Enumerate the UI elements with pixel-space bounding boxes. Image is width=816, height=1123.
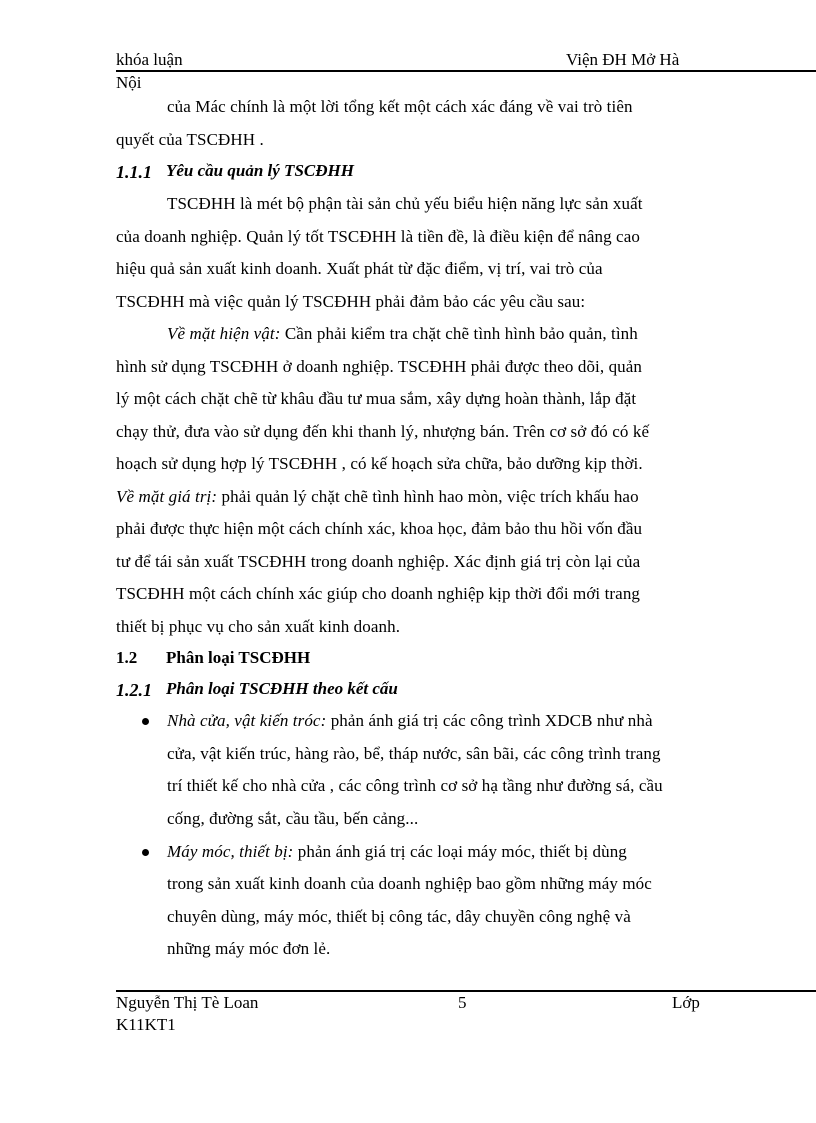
section-title: Phân loại TSCĐHH (166, 648, 311, 667)
bullet-line: trong sản xuất kinh doanh của doanh nghiệp bao gồm những máy móc (167, 874, 652, 893)
bullet-line (167, 711, 653, 731)
footer-right: Lớp (672, 993, 700, 1012)
section-number: 1.2.1 (116, 680, 152, 700)
bullet-line: những máy móc đơn lẻ. (167, 939, 331, 958)
body-line: lý một cách chặt chẽ từ khâu đầu tư mua sắm, xây dựng hoàn thành, lắp đặt (116, 389, 637, 408)
body-line: của doanh nghiệp. Quản lý tốt TSCĐHH là tiền đề, là điều kiện để nâng cao (116, 227, 640, 246)
body-line: của Mác chính là một lời tổng kết một cách xác đáng về vai trò tiên (167, 97, 633, 116)
body-line: chạy thử, đưa vào sử dụng đến khi thanh lý, nhượng bán. Trên cơ sở đó có kế (116, 422, 650, 441)
section-title: Yêu cầu quản lý TSCĐHH (166, 161, 354, 180)
paragraph-lead: Về mặt hiện vật: (167, 324, 281, 343)
footer-class: K11KT1 (116, 1015, 176, 1034)
header-rule (116, 70, 816, 72)
body-line: hình sử dụng TSCĐHH ở doanh nghiệp. TSCĐHH phải được theo dõi, quản (116, 357, 643, 376)
body-line (167, 324, 638, 344)
body-line: hoạch sử dụng hợp lý TSCĐHH , có kế hoạch sửa chữa, bảo dưỡng kịp thời. (116, 454, 643, 473)
body-line (116, 487, 639, 507)
bullet-text: phản ánh giá trị các loại máy móc, thiết bị dùng (293, 842, 627, 861)
bullet-line: cống, đường sắt, cầu tầu, bến cảng... (167, 809, 419, 828)
body-line: TSCĐHH một cách chính xác giúp cho doanh nghiệp kịp thời đổi mới trang (116, 584, 641, 603)
page-number: 5 (458, 993, 467, 1012)
bullet-line: trí thiết kế cho nhà cửa , các công trình cơ sở hạ tầng như đường sá, cầu (167, 776, 663, 795)
body-line: thiết bị phục vụ cho sản xuất kinh doanh. (116, 617, 401, 636)
paragraph-text: phải quản lý chặt chẽ tình hình hao mòn, việc trích khấu hao (217, 487, 639, 506)
section-title: Phân loại TSCĐHH theo kết cấu (166, 679, 398, 698)
footer-author: Nguyễn Thị Tè Loan (116, 993, 259, 1012)
section-number: 1.1.1 (116, 162, 152, 182)
bullet-line (167, 842, 627, 862)
section-number: 1.2 (116, 648, 138, 667)
header-left: khóa luận (116, 50, 183, 69)
footer-rule (116, 990, 816, 992)
body-line: TSCĐHH mà việc quản lý TSCĐHH phải đảm bảo các yêu cầu sau: (116, 292, 586, 311)
body-line: phải được thực hiện một cách chính xác, khoa học, đảm bảo thu hồi vốn đầu (116, 519, 643, 538)
bullet-icon (142, 718, 149, 725)
header-continued: Nội (116, 73, 142, 92)
bullet-line: chuyên dùng, máy móc, thiết bị công tác, dây chuyền công nghệ và (167, 907, 631, 926)
bullet-text: phản ánh giá trị các công trình XDCB như nhà (326, 711, 653, 730)
body-line: quyết của TSCĐHH . (116, 130, 264, 149)
body-line: hiệu quả sản xuất kinh doanh. Xuất phát từ đặc điểm, vị trí, vai trò của (116, 259, 603, 278)
body-line: tư để tái sản xuất TSCĐHH trong doanh nghiệp. Xác định giá trị còn lại của (116, 552, 641, 571)
bullet-lead: Nhà cửa, vật kiến tróc: (167, 711, 327, 730)
paragraph-text: Cần phải kiểm tra chặt chẽ tình hình bảo quản, tình (280, 324, 638, 343)
header-right: Viện ĐH Mở Hà (566, 50, 680, 69)
body-line: TSCĐHH là mét bộ phận tài sản chủ yếu biểu hiện năng lực sản xuất (167, 194, 643, 213)
bullet-lead: Máy móc, thiết bị: (167, 842, 294, 861)
bullet-icon (142, 849, 149, 856)
bullet-line: cửa, vật kiến trúc, hàng rào, bể, tháp nước, sân bãi, các công trình trang (167, 744, 661, 763)
paragraph-lead: Về mặt giá trị: (116, 487, 218, 506)
